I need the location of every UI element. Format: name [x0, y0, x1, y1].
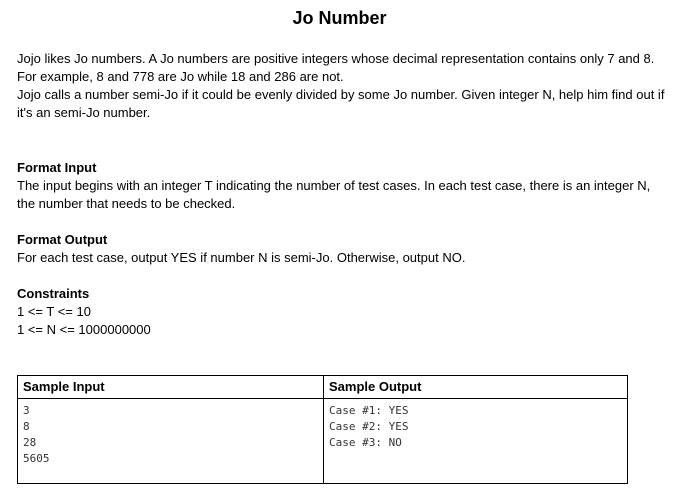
sample-output-line: Case #3: NO: [329, 436, 402, 449]
description-paragraph-2: Jojo calls a number semi-Jo if it could be evenly divided by some Jo number. Given integer N, help him find out if it's an semi-Jo number.: [17, 87, 665, 120]
format-input-text: The input begins with an integer T indicating the number of test cases. In each test case, there is an integer N, the number that needs to be checked.: [17, 178, 651, 211]
sample-input-line: 8: [23, 420, 30, 433]
format-output-text: For each test case, output YES if number N is semi-Jo. Otherwise, output NO.: [17, 250, 466, 265]
constraints-heading: Constraints: [17, 286, 90, 301]
format-output-heading: Format Output: [17, 232, 108, 247]
sample-output-column: [324, 376, 627, 483]
sample-input-block: [18, 399, 323, 467]
sample-output-block: [324, 399, 627, 451]
sample-input-column: [18, 376, 324, 483]
sample-input-line: 28: [23, 436, 37, 449]
format-input-heading: Format Input: [17, 160, 97, 175]
problem-title: Jo Number: [292, 8, 387, 28]
sample-table: [17, 375, 628, 484]
constraint-line: 1 <= N <= 1000000000: [17, 322, 151, 337]
sample-output-header: Sample Output: [324, 376, 627, 399]
description-paragraph-1: Jojo likes Jo numbers. A Jo numbers are positive integers whose decimal representation contains only 7 and 8. For example, 8 and 778 are Jo while 18 and 286 are not.: [17, 51, 655, 84]
sample-output-line: Case #1: YES: [329, 404, 409, 417]
sample-input-line: 3: [23, 404, 30, 417]
sample-output-line: Case #2: YES: [329, 420, 409, 433]
sample-input-line: 5605: [23, 452, 50, 465]
sample-input-header: Sample Input: [18, 376, 323, 399]
constraint-line: 1 <= T <= 10: [17, 304, 91, 319]
